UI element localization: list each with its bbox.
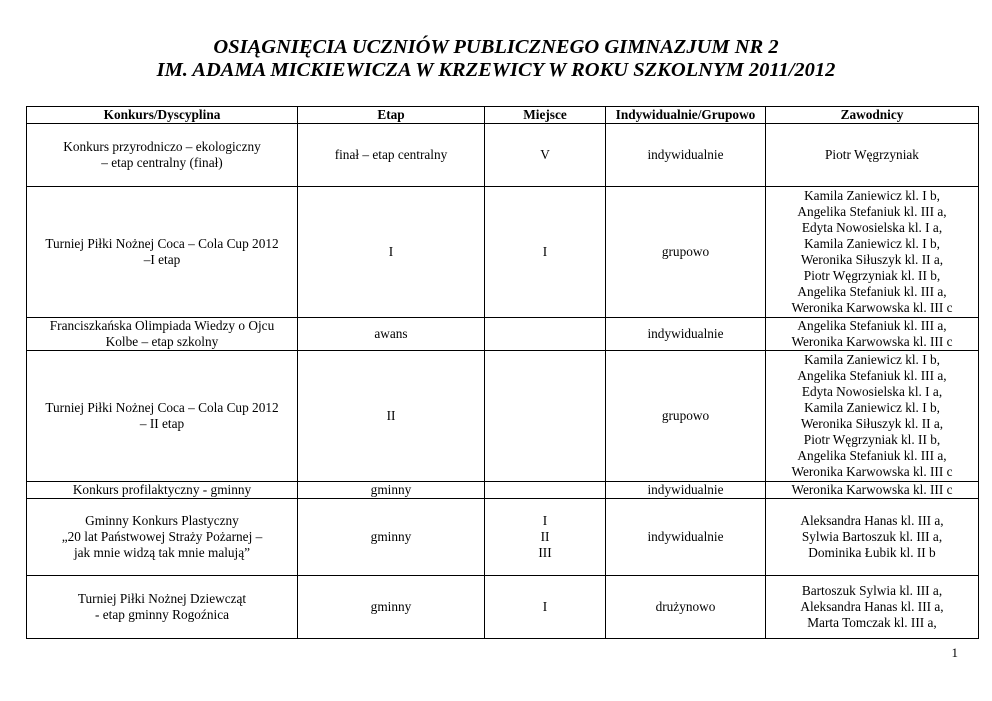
cell-zawodnicy	[766, 499, 979, 576]
cell-line: Gminny Konkurs Plastyczny	[85, 513, 239, 528]
cell-line: Konkurs profilaktyczny - gminny	[72, 482, 252, 497]
cell-line: Sylwia Bartoszuk kl. III a,	[801, 529, 943, 544]
table-row	[27, 499, 979, 576]
cell-miejsce	[485, 351, 606, 482]
cell-typ: grupowo	[606, 351, 766, 482]
cell-konkurs	[27, 318, 298, 351]
cell-etap	[298, 318, 485, 351]
title-line-1: OSIĄGNIĘCIA UCZNIÓW PUBLICZNEGO GIMNAZJUM NR 2	[213, 36, 779, 58]
cell-konkurs	[27, 124, 298, 187]
cell-line: Angelika Stefaniuk kl. III a,	[797, 368, 947, 383]
cell-etap	[298, 351, 485, 482]
cell-line: „20 lat Państwowej Straży Pożarnej –	[61, 529, 263, 544]
cell-miejsce	[485, 499, 606, 576]
document-title	[0, 36, 992, 82]
cell-line: gminny	[370, 599, 412, 614]
cell-line: – II etap	[139, 416, 185, 431]
cell-line: I	[542, 513, 548, 528]
title-line-2: IM. ADAMA MICKIEWICZA W KRZEWICY W ROKU SZKOLNYM 2011/2012	[156, 59, 836, 81]
cell-line: Piotr Węgrzyniak kl. II b,	[803, 268, 941, 283]
cell-konkurs	[27, 482, 298, 499]
cell-konkurs	[27, 187, 298, 318]
cell-line: Aleksandra Hanas kl. III a,	[800, 513, 944, 528]
cell-typ: indywidualnie	[606, 318, 766, 351]
cell-line: jak mnie widzą tak mnie malują”	[73, 545, 251, 560]
cell-etap	[298, 482, 485, 499]
table-row	[27, 318, 979, 351]
header-zawodnicy: Zawodnicy	[766, 107, 979, 124]
cell-line: - etap gminny Rogoźnica	[94, 607, 230, 622]
header-etap: Etap	[298, 107, 485, 124]
cell-etap	[298, 187, 485, 318]
table-row	[27, 482, 979, 499]
cell-line: Dominika Łubik kl. II b	[808, 545, 936, 560]
cell-zawodnicy	[766, 318, 979, 351]
cell-line: Konkurs przyrodniczo – ekologiczny	[63, 139, 261, 154]
cell-line: I	[542, 599, 548, 614]
cell-line: Kamila Zaniewicz kl. I b,	[804, 236, 940, 251]
cell-line: Angelika Stefaniuk kl. III a,	[797, 318, 947, 333]
cell-line: Angelika Stefaniuk kl. III a,	[797, 204, 947, 219]
cell-line: V	[540, 147, 550, 162]
cell-line: Turniej Piłki Nożnej Coca – Cola Cup 2012	[45, 400, 279, 415]
cell-line: Piotr Węgrzyniak	[825, 147, 919, 162]
cell-etap	[298, 124, 485, 187]
cell-line: I	[542, 244, 548, 259]
table-header-row	[27, 107, 979, 124]
cell-line: Piotr Węgrzyniak kl. II b,	[803, 432, 941, 447]
cell-miejsce	[485, 482, 606, 499]
table-row	[27, 124, 979, 187]
cell-line: Kolbe – etap szkolny	[105, 334, 219, 349]
cell-miejsce	[485, 576, 606, 639]
cell-line: awans	[374, 326, 408, 341]
cell-zawodnicy	[766, 576, 979, 639]
cell-line: Edyta Nowosielska kl. I a,	[801, 220, 943, 235]
cell-zawodnicy	[766, 482, 979, 499]
cell-typ: drużynowo	[606, 576, 766, 639]
cell-line: Weronika Karwowska kl. III c	[791, 300, 953, 315]
cell-line: Weronika Karwowska kl. III c	[791, 482, 953, 497]
cell-zawodnicy	[766, 187, 979, 318]
cell-line: Angelika Stefaniuk kl. III a,	[797, 284, 947, 299]
table-row	[27, 351, 979, 482]
header-miejsce: Miejsce	[485, 107, 606, 124]
cell-line: gminny	[370, 482, 412, 497]
cell-line: Kamila Zaniewicz kl. I b,	[804, 188, 940, 203]
cell-line: Edyta Nowosielska kl. I a,	[801, 384, 943, 399]
cell-line: II	[386, 408, 396, 423]
cell-typ: indywidualnie	[606, 499, 766, 576]
cell-miejsce	[485, 124, 606, 187]
table-row	[27, 187, 979, 318]
table-body	[27, 124, 979, 639]
cell-miejsce	[485, 187, 606, 318]
cell-line: Kamila Zaniewicz kl. I b,	[804, 352, 940, 367]
cell-line: II	[540, 529, 550, 544]
cell-line: Weronika Siłuszyk kl. II a,	[800, 252, 944, 267]
cell-typ: indywidualnie	[606, 482, 766, 499]
cell-line: –I etap	[143, 252, 181, 267]
cell-line: Turniej Piłki Nożnej Dziewcząt	[77, 591, 247, 606]
cell-konkurs	[27, 576, 298, 639]
cell-line: Turniej Piłki Nożnej Coca – Cola Cup 2012	[45, 236, 279, 251]
page-number: 1	[951, 645, 958, 660]
table-row	[27, 576, 979, 639]
cell-konkurs	[27, 499, 298, 576]
cell-typ: grupowo	[606, 187, 766, 318]
cell-etap	[298, 576, 485, 639]
cell-line: Marta Tomczak kl. III a,	[807, 615, 937, 630]
cell-konkurs	[27, 351, 298, 482]
cell-typ: indywidualnie	[606, 124, 766, 187]
cell-line: Weronika Siłuszyk kl. II a,	[800, 416, 944, 431]
cell-line: Weronika Karwowska kl. III c	[791, 334, 953, 349]
header-typ: Indywidualnie/Grupowo	[606, 107, 766, 124]
cell-line: Angelika Stefaniuk kl. III a,	[797, 448, 947, 463]
cell-miejsce	[485, 318, 606, 351]
cell-line: Weronika Karwowska kl. III c	[791, 464, 953, 479]
cell-line: Franciszkańska Olimpiada Wiedzy o Ojcu	[49, 318, 275, 333]
cell-line: finał – etap centralny	[334, 147, 448, 162]
cell-line: Aleksandra Hanas kl. III a,	[800, 599, 944, 614]
cell-line: Kamila Zaniewicz kl. I b,	[804, 400, 940, 415]
cell-line: Bartoszuk Sylwia kl. III a,	[801, 583, 943, 598]
cell-line: – etap centralny (finał)	[101, 155, 223, 170]
cell-zawodnicy	[766, 351, 979, 482]
header-konkurs: Konkurs/Dyscyplina	[27, 107, 298, 124]
cell-line: I	[388, 244, 394, 259]
cell-etap	[298, 499, 485, 576]
cell-line: gminny	[370, 529, 412, 544]
cell-zawodnicy	[766, 124, 979, 187]
achievements-table	[26, 106, 979, 639]
cell-line: III	[538, 545, 552, 560]
